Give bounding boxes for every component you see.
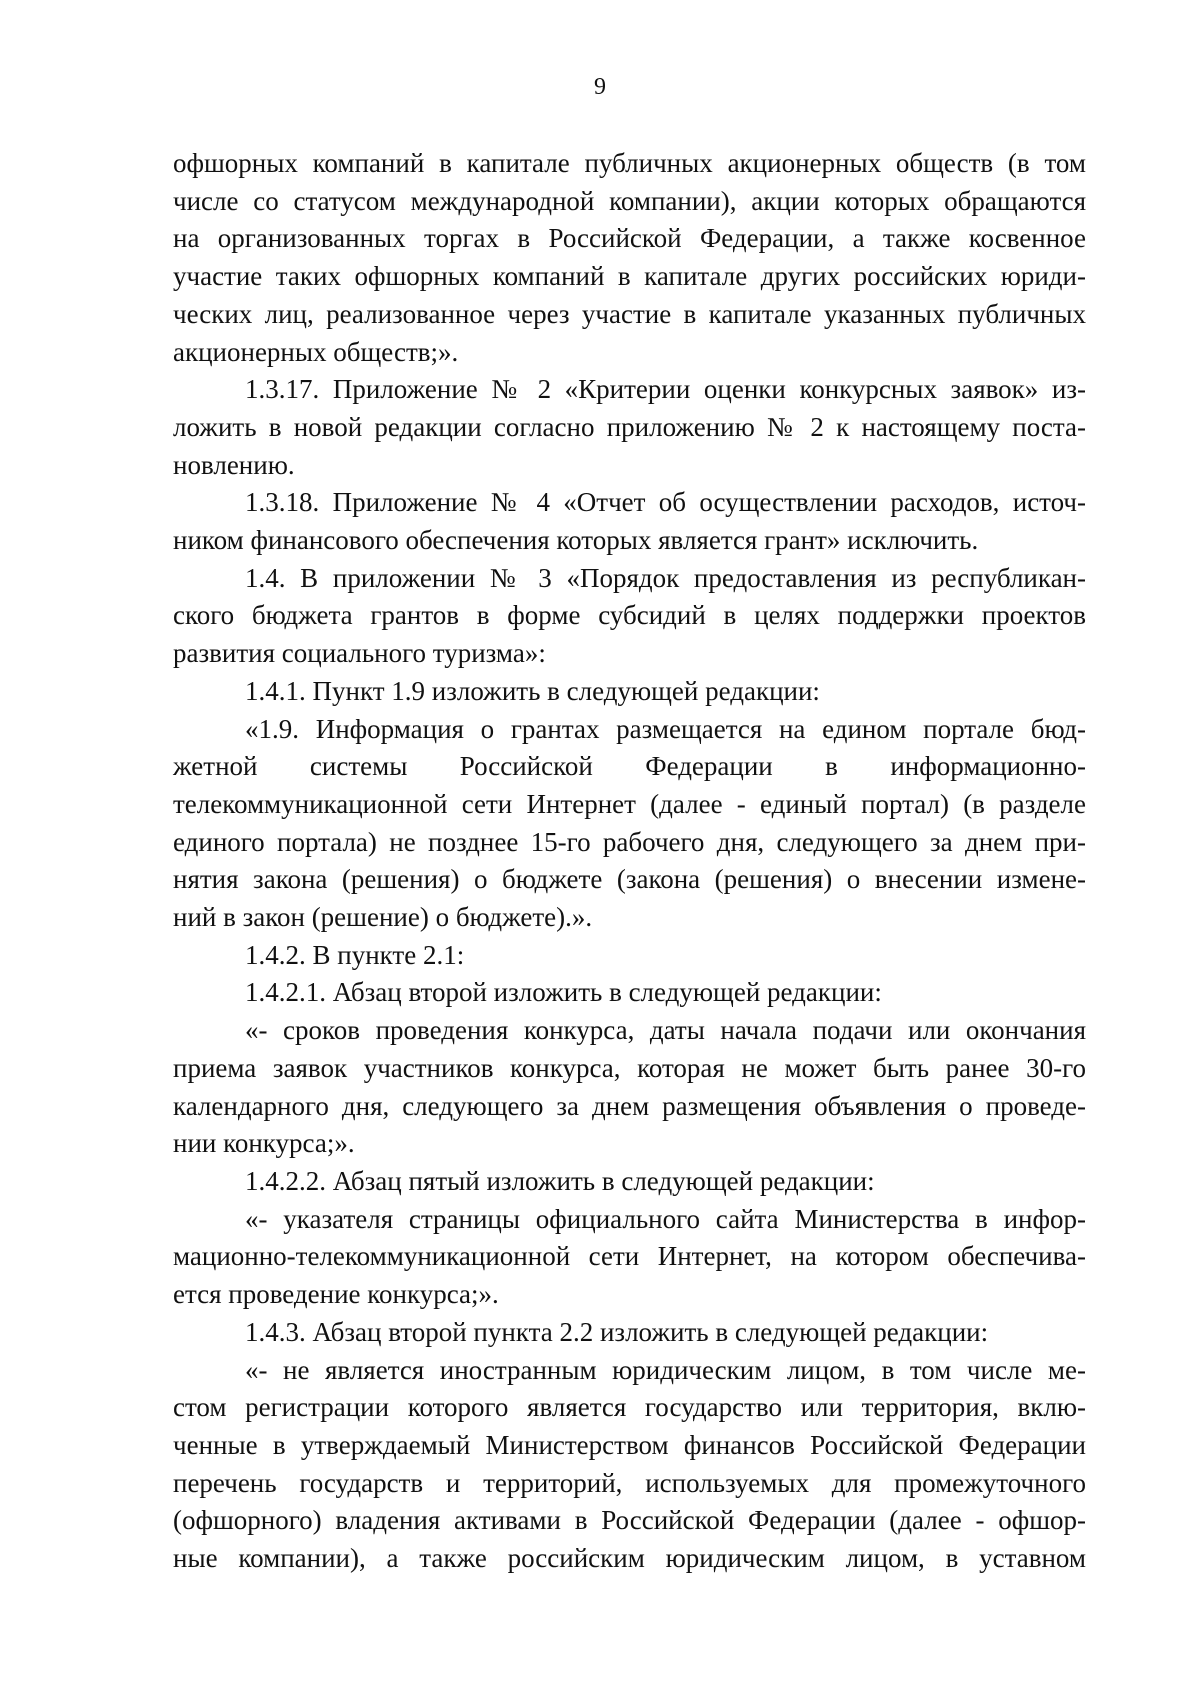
text-line: «- сроков проведения конкурса, даты начала подачи или окончания — [245, 1015, 1086, 1046]
text-line: 1.4.3. Абзац второй пункта 2.2 изложить в следующей редакции: — [245, 1316, 989, 1347]
text-line: 1.3.17. Приложение № 2 «Критерии оценки конкурсных заявок» из- — [245, 374, 1086, 405]
text-line: жетной системы Российской Федерации в информационно- — [173, 751, 1086, 782]
text-line: развития социального туризма»: — [173, 638, 546, 669]
paragraph-quote-website — [173, 1201, 1086, 1314]
text-line: 1.4. В приложении № 3 «Порядок предоставления из республикан- — [245, 562, 1086, 593]
text-line: стом регистрации которого является государство или территория, вклю- — [173, 1392, 1086, 1423]
text-line: новлению. — [173, 449, 295, 480]
paragraph-1-4-2-1 — [173, 974, 1086, 1012]
text-line: нии конкурса;». — [173, 1128, 355, 1159]
text-line: (офшорного) владения активами в Российской Федерации (далее - офшор- — [173, 1505, 1086, 1536]
text-line: приема заявок участников конкурса, которая не может быть ранее 30-го — [173, 1052, 1086, 1083]
text-line: 1.4.2.2. Абзац пятый изложить в следующей редакции: — [245, 1165, 875, 1196]
text-line: офшорных компаний в капитале публичных акционерных обществ (в том — [173, 148, 1086, 178]
text-line: календарного дня, следующего за днем размещения объявления о проведе- — [173, 1090, 1086, 1121]
text-line: на организованных торгах в Российской Федерации, а также косвенное — [173, 223, 1086, 254]
text-line: 1.4.1. Пункт 1.9 изложить в следующей редакции: — [245, 675, 820, 706]
text-line: ческих лиц, реализованное через участие в капитале указанных публичных — [173, 298, 1086, 329]
paragraph-1-4 — [173, 560, 1086, 673]
document-body — [173, 145, 1086, 1578]
paragraph-1-3-17 — [173, 371, 1086, 484]
text-line: «- указателя страницы официального сайта Министерства в инфор- — [245, 1203, 1086, 1234]
paragraph-quote-deadlines — [173, 1012, 1086, 1163]
paragraph-1-4-1 — [173, 673, 1086, 711]
text-line: акционерных обществ;». — [173, 336, 459, 367]
text-line: телекоммуникационной сети Интернет (далее - единый портал) (в разделе — [173, 788, 1086, 819]
paragraph-quote-1-9 — [173, 711, 1086, 937]
paragraph-1-4-3 — [173, 1314, 1086, 1352]
text-line: ний в закон (решение) о бюджете).». — [173, 902, 593, 933]
text-line: ченные в утверждаемый Министерством финансов Российской Федерации — [173, 1429, 1086, 1460]
text-line: единого портала) не позднее 15-го рабочего дня, следующего за днем при- — [173, 826, 1086, 857]
text-line: числе со статусом международной компании), акции которых обращаются — [173, 185, 1086, 216]
paragraph-continuation — [173, 145, 1086, 371]
text-line: участие таких офшорных компаний в капитале других российских юриди- — [173, 261, 1086, 292]
text-line: перечень государств и территорий, используемых для промежуточного — [173, 1467, 1086, 1498]
text-line: ского бюджета грантов в форме субсидий в целях поддержки проектов — [173, 600, 1086, 631]
paragraph-quote-offshore — [173, 1352, 1086, 1578]
text-line: нятия закона (решения) о бюджете (закона (решения) о внесении измене- — [173, 864, 1086, 895]
text-line: ложить в новой редакции согласно приложению № 2 к настоящему поста- — [173, 411, 1086, 442]
text-line: мационно-телекоммуникационной сети Интернет, на котором обеспечива- — [173, 1241, 1086, 1272]
text-line: 1.4.2. В пункте 2.1: — [245, 939, 465, 970]
text-line: «1.9. Информация о грантах размещается на едином портале бюд- — [245, 713, 1086, 744]
paragraph-1-4-2 — [173, 937, 1086, 975]
text-line: ником финансового обеспечения которых является грант» исключить. — [173, 525, 979, 556]
text-line: ется проведение конкурса;». — [173, 1279, 499, 1310]
text-line: 1.3.18. Приложение № 4 «Отчет об осуществлении расходов, источ- — [245, 487, 1086, 518]
page-number: 9 — [594, 74, 606, 100]
text-line: «- не является иностранным юридическим лицом, в том числе ме- — [245, 1354, 1086, 1385]
paragraph-1-3-18 — [173, 484, 1086, 559]
paragraph-1-4-2-2 — [173, 1163, 1086, 1201]
text-line: 1.4.2.1. Абзац второй изложить в следующей редакции: — [245, 977, 882, 1008]
text-line: ные компании), а также российским юридическим лицом, в уставном — [173, 1543, 1086, 1574]
